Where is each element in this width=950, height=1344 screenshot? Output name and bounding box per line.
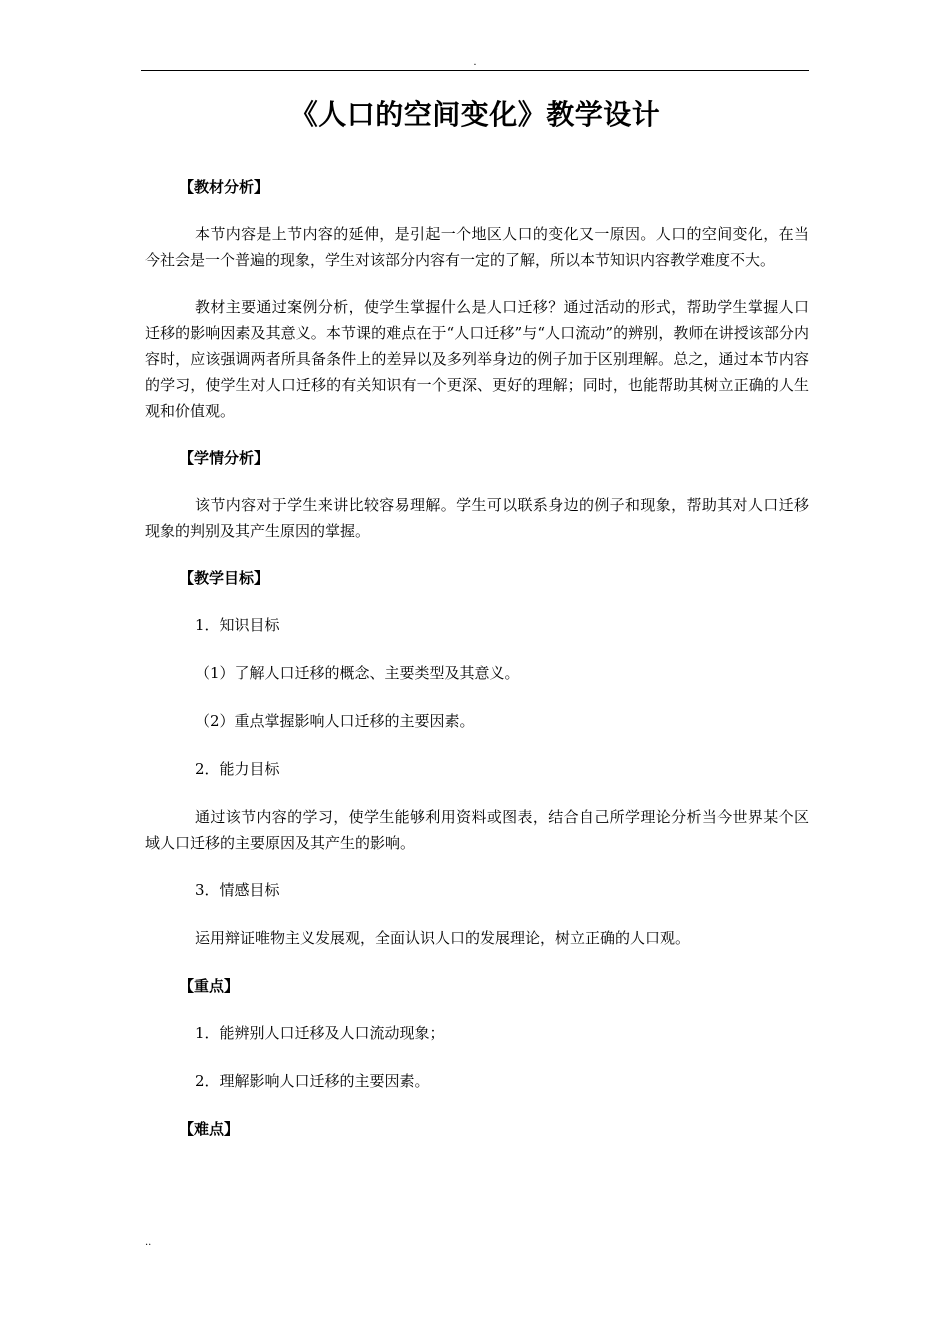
- key-point-2: 2．理解影响人口迁移的主要因素。: [195, 1072, 430, 1090]
- goal-emotion: 3．情感目标: [195, 881, 280, 899]
- goal-knowledge: 1．知识目标: [195, 616, 280, 634]
- header-dot: .: [473, 57, 477, 68]
- goal-knowledge-1: （1）了解人口迁移的概念、主要类型及其意义。: [195, 664, 520, 682]
- heading-textbook-analysis: 【教材分析】: [179, 178, 270, 196]
- key-point-1: 1．能辨别人口迁移及人口流动现象；: [195, 1024, 445, 1042]
- heading-student-analysis: 【学情分析】: [179, 449, 270, 467]
- page-title: 《人口的空间变化》教学设计: [289, 98, 661, 131]
- heading-teaching-goals: 【教学目标】: [179, 569, 270, 587]
- goal-knowledge-2: （2）重点掌握影响人口迁移的主要因素。: [195, 712, 475, 730]
- heading-difficulties: 【难点】: [179, 1120, 240, 1138]
- paragraph-textbook-1: 本节内容是上节内容的延伸，是引起一个地区人口的变化又一原因。人口的空间变化，在当今社会是一个普遍的现象，学生对该部分内容有一定的了解，所以本节知识内容教学难度不大。: [145, 225, 809, 269]
- heading-key-points: 【重点】: [179, 977, 240, 995]
- paragraph-textbook-2: 教材主要通过案例分析，使学生掌握什么是人口迁移？通过活动的形式，帮助学生掌握人口迁移的影响因素及其意义。本节课的难点在于“人口迁移”与“人口流动”的辨别，教师在讲授该部分内容时，应该强调两者所具备条件上的差异以及多列举身边的例子加于区别理解。总之，通过本节内容的学习，使学生对人口迁移的有关知识有一个更深、更好的理解；同时，也能帮助其树立正确的人生观和价值观。: [145, 298, 809, 420]
- paragraph-students-1: 该节内容对于学生来讲比较容易理解。学生可以联系身边的例子和现象，帮助其对人口迁移现象的判别及其产生原因的掌握。: [145, 496, 809, 540]
- document-body: [145, 174, 809, 1163]
- paragraph-goal-emotion: 运用辩证唯物主义发展观，全面认识人口的发展理论，树立正确的人口观。: [195, 929, 691, 947]
- paragraph-goal-ability: 通过该节内容的学习，使学生能够利用资料或图表，结合自己所学理论分析当今世界某个区域人口迁移的主要原因及其产生的影响。: [145, 808, 809, 852]
- footer-dots: ..: [145, 1237, 152, 1248]
- goal-ability: 2．能力目标: [195, 760, 280, 778]
- header-rule: [141, 70, 809, 71]
